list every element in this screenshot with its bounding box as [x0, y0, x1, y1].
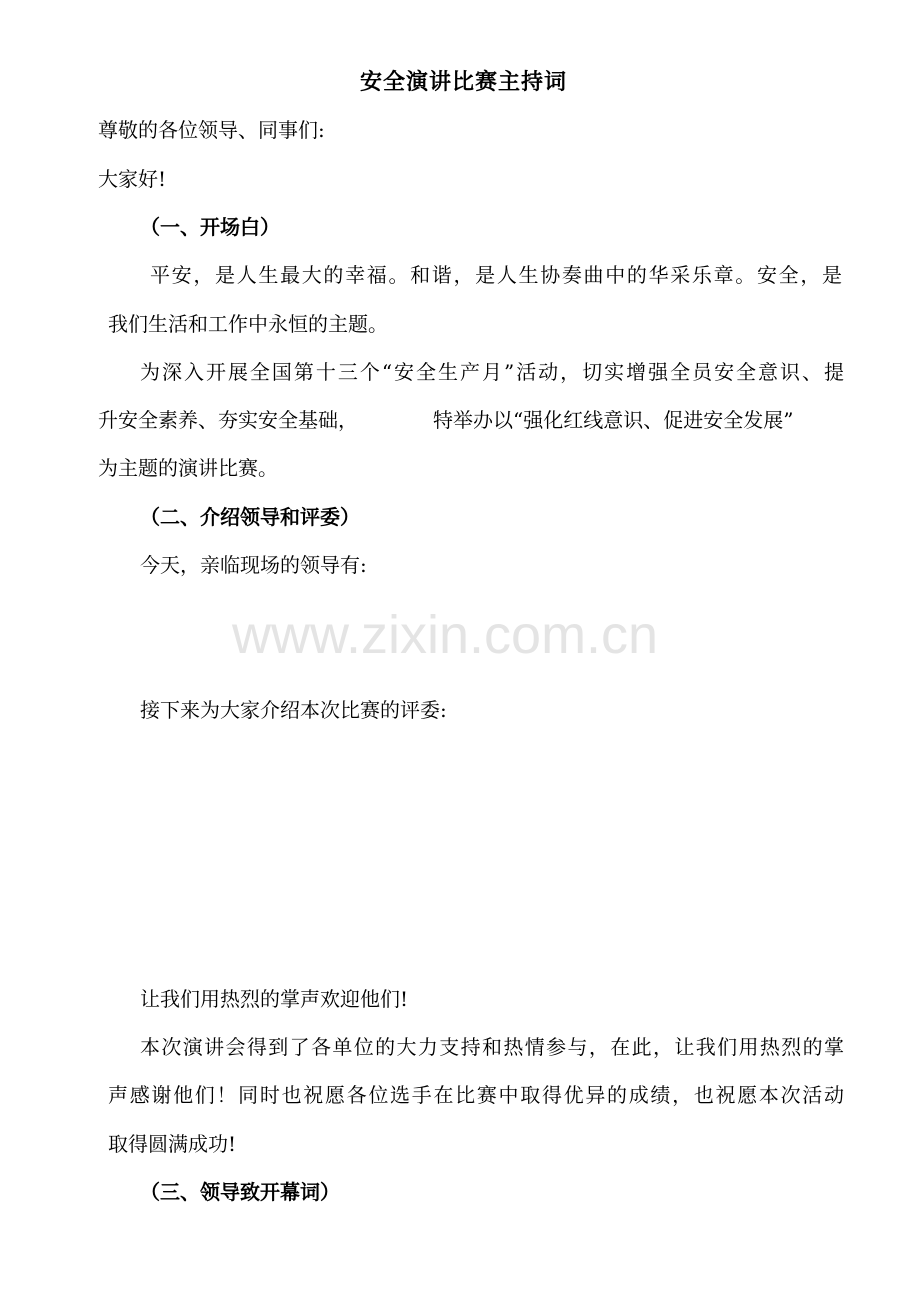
paragraph-event-line-1: 为深入开展全国第十三个“安全生产月”活动，切实增强全员安全意识、提	[140, 360, 844, 384]
welcome-line: 让我们用热烈的掌声欢迎他们!	[140, 987, 409, 1011]
leaders-intro: 今天，亲临现场的领导有:	[140, 553, 367, 577]
paragraph-event-line-3: 为主题的演讲比赛。	[98, 456, 278, 480]
judges-intro: 接下来为大家介绍本次比赛的评委:	[140, 698, 447, 722]
paragraph-safety-line-2: 我们生活和工作中永恒的主题。	[108, 312, 388, 336]
paragraph-event-line-2b: 特举办以“强化红线意识、促进安全发展”	[433, 408, 794, 432]
section-heading-opening: （一、开场白）	[140, 215, 280, 239]
thanks-line-1: 本次演讲会得到了各单位的大力支持和热情参与，在此，让我们用热烈的掌	[140, 1035, 844, 1059]
document-title: 安全演讲比赛主持词	[360, 69, 568, 95]
hello: 大家好!	[98, 167, 167, 191]
thanks-line-2: 声感谢他们！同时也祝愿各位选手在比赛中取得优异的成绩，也祝愿本次活动	[108, 1083, 844, 1107]
watermark: www.zixin.com.cn	[232, 605, 659, 665]
greeting: 尊敬的各位领导、同事们:	[98, 118, 325, 142]
section-heading-introductions: （二、介绍领导和评委）	[140, 505, 360, 529]
section-heading-opening-speech: （三、领导致开幕词）	[140, 1180, 340, 1204]
thanks-line-3: 取得圆满成功!	[108, 1132, 237, 1156]
paragraph-event-line-2a: 升安全素养、夯实安全基础，	[98, 408, 358, 432]
paragraph-safety-line-1: 平安，是人生最大的幸福。和谐，是人生协奏曲中的华采乐章。安全，是	[150, 263, 842, 287]
